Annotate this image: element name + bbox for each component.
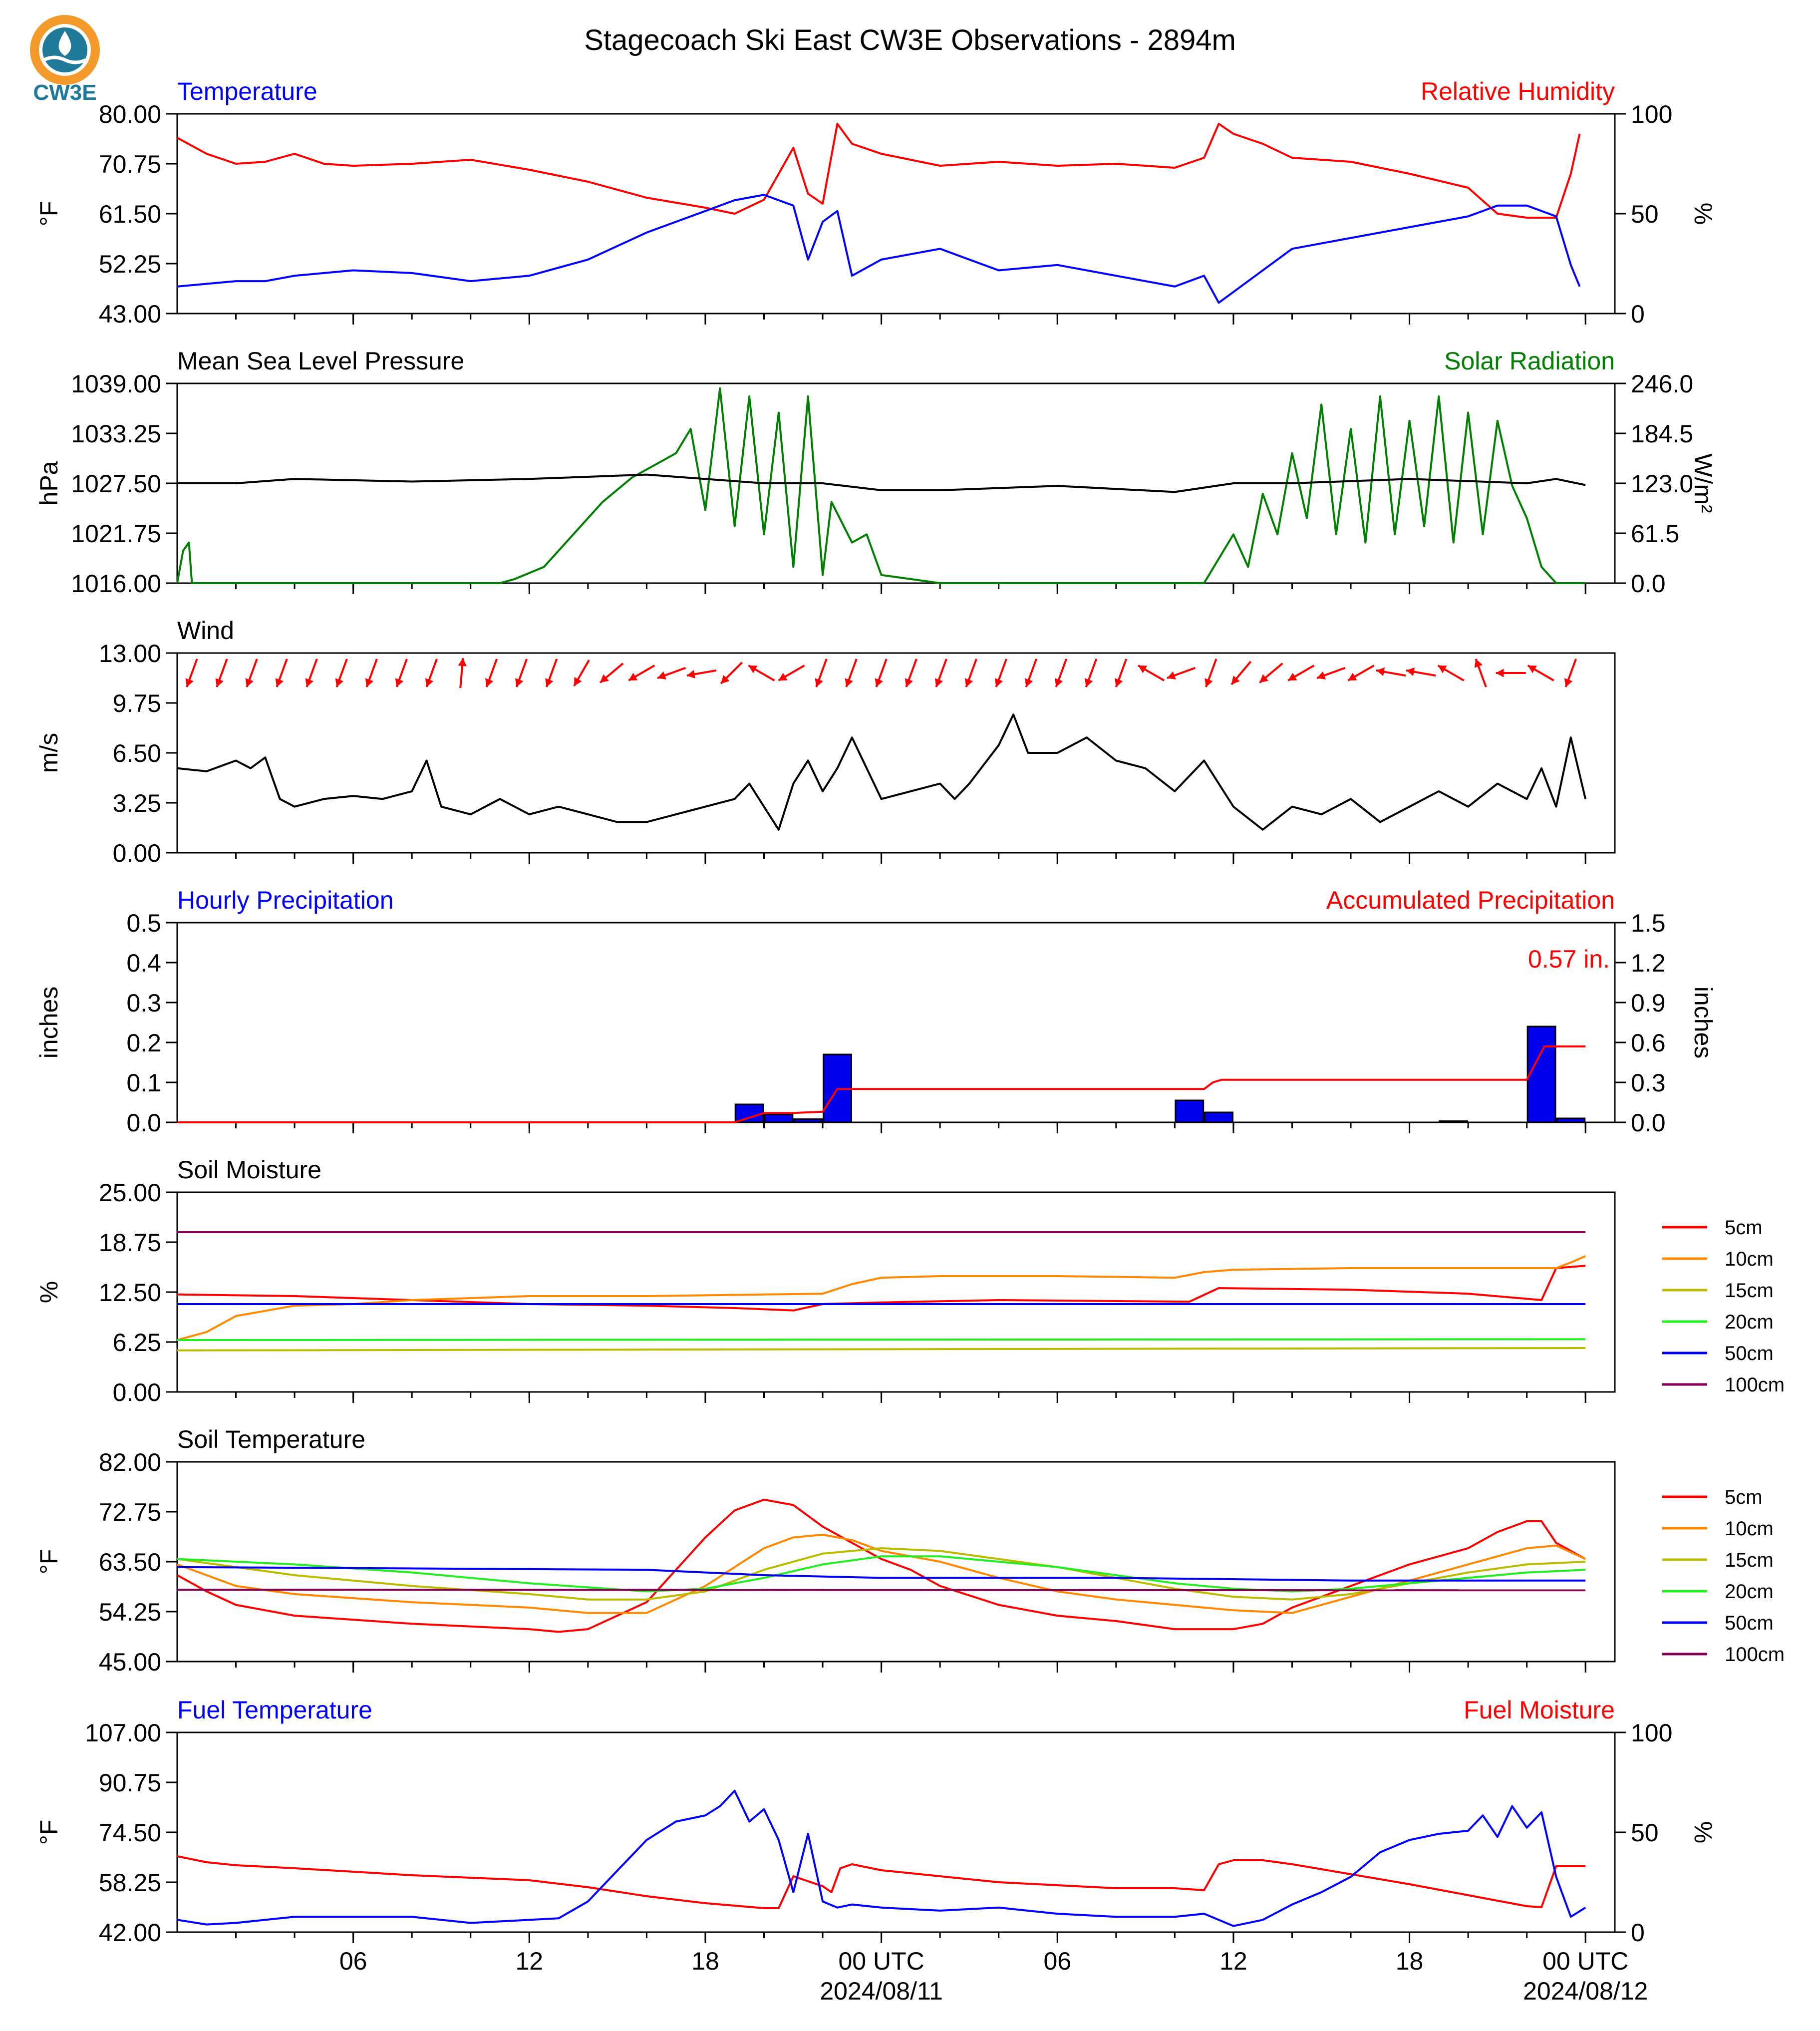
y-tick-label: 0.2 — [126, 1029, 161, 1057]
legend-label: 100cm — [1725, 1374, 1785, 1396]
precip-bar — [1440, 1121, 1468, 1122]
legend-label: 100cm — [1725, 1644, 1785, 1666]
y-tick-label: 18.75 — [98, 1229, 161, 1257]
y-right-tick-label: 0.6 — [1631, 1029, 1666, 1057]
y-axis-label: °F — [35, 201, 63, 227]
y-tick-label: 0.00 — [112, 1378, 161, 1406]
y-axis-label: % — [35, 1281, 63, 1304]
panel-title: Fuel Temperature — [177, 1696, 372, 1724]
legend-label: 10cm — [1725, 1248, 1774, 1270]
x-tick-label: 12 — [1219, 1947, 1247, 1975]
panel-right-title: Accumulated Precipitation — [1326, 886, 1615, 914]
y-tick-label: 1027.50 — [71, 470, 161, 498]
y-right-tick-label: 1.5 — [1631, 909, 1666, 937]
y-right-tick-label: 0.3 — [1631, 1069, 1666, 1097]
y-right-tick-label: 50 — [1631, 200, 1659, 228]
x-tick-label: 00 UTC — [1542, 1947, 1629, 1975]
x-date-label: 2024/08/11 — [820, 1977, 943, 2005]
y-tick-label: 80.00 — [98, 100, 161, 128]
y-tick-label: 61.50 — [98, 200, 161, 228]
y-tick-label: 1021.75 — [71, 520, 161, 548]
y-right-tick-label: 0.0 — [1631, 570, 1666, 598]
y-tick-label: 72.75 — [98, 1498, 161, 1526]
legend-label: 15cm — [1725, 1280, 1774, 1302]
panel-title: Soil Temperature — [177, 1425, 366, 1453]
y-right-axis-label: W/m² — [1689, 453, 1717, 513]
y-tick-label: 12.50 — [98, 1279, 161, 1307]
y-tick-label: 25.00 — [98, 1179, 161, 1207]
y-right-tick-label: 0 — [1631, 300, 1645, 328]
y-tick-label: 9.75 — [112, 689, 161, 717]
y-tick-label: 52.25 — [98, 250, 161, 278]
y-tick-label: 0.4 — [126, 949, 161, 977]
precip-bar — [1527, 1026, 1555, 1122]
precip-bar — [1557, 1118, 1585, 1122]
y-tick-label: 70.75 — [98, 150, 161, 178]
accumulated-annotation: 0.57 in. — [1527, 945, 1610, 973]
y-tick-label: 58.25 — [98, 1869, 161, 1897]
y-tick-label: 42.00 — [98, 1919, 161, 1947]
y-tick-label: 1016.00 — [71, 570, 161, 598]
y-right-tick-label: 61.5 — [1631, 520, 1680, 548]
y-tick-label: 3.25 — [112, 789, 161, 817]
x-tick-label: 18 — [691, 1947, 719, 1975]
series-20cm — [177, 1339, 1585, 1340]
x-tick-label: 18 — [1395, 1947, 1424, 1975]
panel-title: Hourly Precipitation — [177, 886, 394, 914]
y-axis-label: hPa — [35, 461, 63, 506]
legend-label: 20cm — [1725, 1581, 1774, 1603]
y-right-tick-label: 123.0 — [1631, 470, 1694, 498]
panel-title: Mean Sea Level Pressure — [177, 347, 465, 375]
y-right-tick-label: 184.5 — [1631, 420, 1694, 448]
legend-label: 5cm — [1725, 1486, 1763, 1508]
cw3e-logo — [30, 15, 100, 105]
y-tick-label: 90.75 — [98, 1769, 161, 1797]
y-axis-label: inches — [35, 986, 63, 1059]
y-tick-label: 45.00 — [98, 1648, 161, 1676]
panel-title: Soil Moisture — [177, 1156, 321, 1184]
y-right-axis-label: inches — [1689, 986, 1717, 1059]
y-tick-label: 1039.00 — [71, 370, 161, 398]
x-tick-label: 00 UTC — [838, 1947, 924, 1975]
y-tick-label: 0.00 — [112, 839, 161, 867]
y-tick-label: 74.50 — [98, 1819, 161, 1847]
legend-label: 50cm — [1725, 1343, 1774, 1364]
y-right-tick-label: 246.0 — [1631, 370, 1694, 398]
y-right-tick-label: 0.9 — [1631, 989, 1666, 1017]
y-tick-label: 107.00 — [85, 1719, 161, 1747]
legend-label: 20cm — [1725, 1311, 1774, 1333]
legend-label: 10cm — [1725, 1518, 1774, 1540]
y-axis-label: °F — [35, 1549, 63, 1575]
logo-text: CW3E — [33, 80, 97, 105]
y-tick-label: 6.25 — [112, 1329, 161, 1356]
legend-label: 15cm — [1725, 1549, 1774, 1571]
precip-bar — [765, 1114, 793, 1122]
y-right-tick-label: 1.2 — [1631, 949, 1666, 977]
panel-right-title: Fuel Moisture — [1464, 1696, 1615, 1724]
y-tick-label: 63.50 — [98, 1548, 161, 1576]
y-tick-label: 0.1 — [126, 1069, 161, 1097]
panel-title: Temperature — [177, 77, 317, 105]
y-right-tick-label: 0.0 — [1631, 1109, 1666, 1137]
panel-right-title: Relative Humidity — [1420, 77, 1615, 105]
y-tick-label: 0.0 — [126, 1109, 161, 1137]
legend-label: 50cm — [1725, 1612, 1774, 1634]
x-tick-label: 06 — [339, 1947, 367, 1975]
panel-right-title: Solar Radiation — [1444, 347, 1615, 375]
y-tick-label: 1033.25 — [71, 420, 161, 448]
y-tick-label: 13.00 — [98, 640, 161, 668]
panel-title: Wind — [177, 617, 234, 645]
y-axis-label: °F — [35, 1819, 63, 1845]
x-date-label: 2024/08/12 — [1523, 1977, 1648, 2005]
x-tick-label: 12 — [515, 1947, 544, 1975]
y-axis-label: m/s — [35, 732, 63, 773]
y-right-axis-label: % — [1689, 202, 1717, 225]
precip-bar — [1205, 1112, 1233, 1122]
precip-bar — [1176, 1100, 1204, 1122]
y-right-tick-label: 50 — [1631, 1819, 1659, 1847]
y-tick-label: 0.5 — [126, 909, 161, 937]
precip-bar — [735, 1104, 763, 1122]
x-tick-label: 06 — [1043, 1947, 1072, 1975]
y-right-tick-label: 0 — [1631, 1919, 1645, 1947]
y-tick-label: 6.50 — [112, 739, 161, 767]
y-right-tick-label: 100 — [1631, 100, 1673, 128]
y-right-axis-label: % — [1689, 1821, 1717, 1844]
figure-title: Stagecoach Ski East CW3E Observations - 2894m — [584, 24, 1236, 56]
y-tick-label: 43.00 — [98, 300, 161, 328]
legend-label: 5cm — [1725, 1217, 1763, 1239]
y-tick-label: 82.00 — [98, 1448, 161, 1476]
y-tick-label: 0.3 — [126, 989, 161, 1017]
y-right-tick-label: 100 — [1631, 1719, 1673, 1747]
y-tick-label: 54.25 — [98, 1598, 161, 1626]
precip-bar — [794, 1119, 822, 1122]
